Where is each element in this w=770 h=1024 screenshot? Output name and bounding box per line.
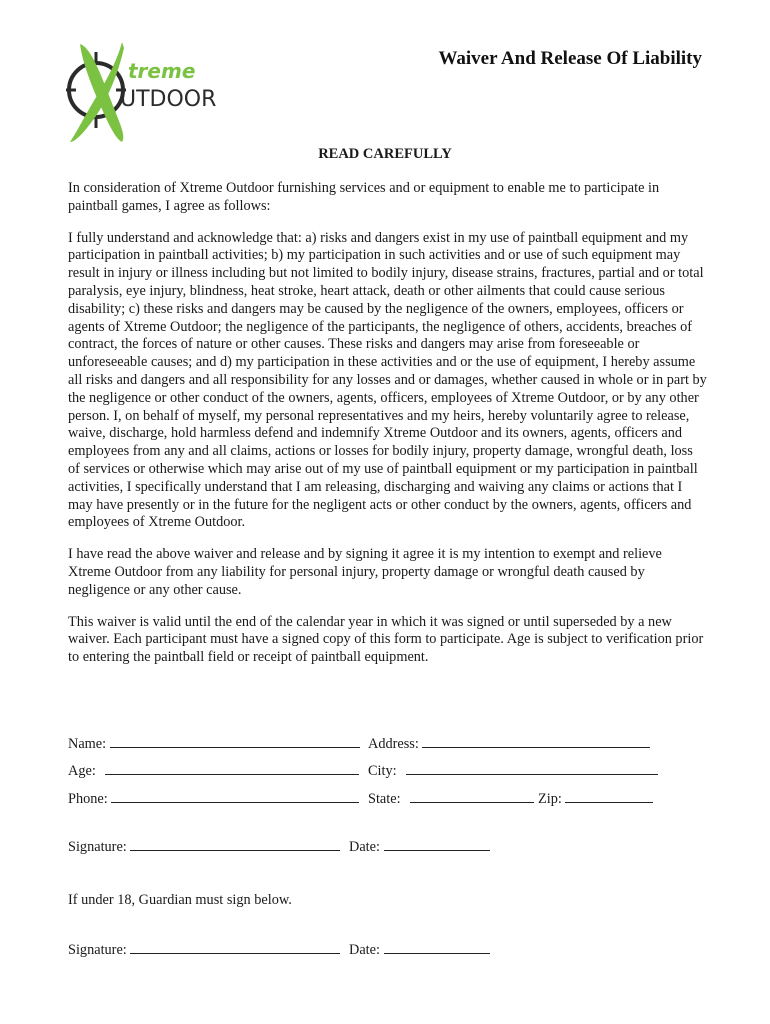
name-input-line[interactable] <box>110 733 360 748</box>
date-field <box>349 836 490 856</box>
state-input-line[interactable] <box>410 788 534 803</box>
zip-input-line[interactable] <box>565 788 653 803</box>
phone-label: Phone: <box>68 791 108 807</box>
name-field <box>68 733 360 753</box>
name-label: Name: <box>68 736 107 752</box>
exemption-paragraph: I have read the above waiver and release and by signing it agree it is my intention to exempt and relieve Xtreme Outdoor from any liability for personal injury, property damage or wrongful death caused by negligence or any other cause. <box>68 546 662 598</box>
age-city-row <box>68 760 658 780</box>
address-input-line[interactable] <box>422 733 650 748</box>
validity-paragraph: This waiver is valid until the end of the calendar year in which it was signed or until superseded by a new waiver. Each participant must have a signed copy of this form to participate. Age is subject to verification prior to entering the paintball field or receipt of paintball equipment. <box>68 613 704 666</box>
age-input-line[interactable] <box>105 760 359 775</box>
guardian-date-field <box>349 939 490 959</box>
state-label: State: <box>368 791 401 807</box>
phone-field <box>68 788 359 808</box>
logo-word-bottom: UTDOOR <box>120 87 217 112</box>
phone-input-line[interactable] <box>111 788 359 803</box>
date-input-line[interactable] <box>384 836 490 851</box>
document-title: Waiver And Release Of Liability <box>438 48 702 69</box>
city-label: City: <box>368 763 397 779</box>
waiver-body <box>68 180 708 681</box>
guardian-note: If under 18, Guardian must sign below. <box>68 892 292 908</box>
signature-row <box>68 836 658 856</box>
signature-label: Signature: <box>68 839 127 855</box>
state-field <box>368 788 534 808</box>
read-carefully-heading: READ CAREFULLY <box>318 146 452 162</box>
guardian-signature-field <box>68 939 340 959</box>
intro-paragraph: In consideration of Xtreme Outdoor furnishing services and or equipment to enable me to participate in paintball games, I agree as follows: <box>68 180 660 214</box>
acknowledgement-paragraph: I fully understand and acknowledge that: a) risks and dangers exist in my use of paintball equipment and my participation in paintball activities; b) my participation in such activities and or use of such equipment may result in injury or illness including but not limited to bodily injury, disease strains, fractures, partial and or total paralysis, eye injury, blindness, heat stroke, heart attack, death or other ailments that could cause serious disability; c) these risks and dangers may be caused by the negligence of the owners, employees, officers or agents of Xtreme Outdoor; the negligence of the participants, the negligence of others, accidents, breaches of contract, the forces of nature or other causes. These risks and dangers may arise from foreseeable or unforeseeable causes; and d) my participation in these activities and or the use of equipment, I hereby assume all risks and dangers and all responsibility for any losses and or damages, whether caused in whole or in part by the negligence or other conduct of the owners, agents, officers, employees of Xtreme Outdoor, or by any other person. I, on behalf of myself, my personal representatives and my heirs, hereby voluntarily agree to release, waive, discharge, hold harmless defend and indemnify Xtreme Outdoor and its owners, agents, officers and employees from any and all claims, actions or losses for bodily injury, property damage, wrongful death, loss of services or otherwise which may arise out of my use of paintball equipment or my participation in paintball activities, I specifically understand that I am releasing, discharging and waiving any claims or actions that I may have presently or in the future for the negligent acts or other conduct by the owners, agents, officers and employees of Xtreme Outdoor. <box>68 229 707 531</box>
guardian-date-label: Date: <box>349 942 380 958</box>
guardian-date-input-line[interactable] <box>384 939 490 954</box>
signature-input-line[interactable] <box>130 836 340 851</box>
address-field <box>368 733 650 753</box>
date-label: Date: <box>349 839 380 855</box>
logo-word-top: treme <box>128 59 196 83</box>
age-field <box>68 760 359 780</box>
city-input-line[interactable] <box>406 760 658 775</box>
name-address-row <box>68 733 658 753</box>
guardian-signature-input-line[interactable] <box>130 939 340 954</box>
zip-label: Zip: <box>538 791 562 807</box>
zip-field <box>538 788 653 808</box>
guardian-signature-label: Signature: <box>68 942 127 958</box>
age-label: Age: <box>68 763 96 779</box>
city-field <box>368 760 658 780</box>
phone-state-zip-row <box>68 788 658 808</box>
address-label: Address: <box>368 736 419 752</box>
guardian-signature-row <box>68 939 658 959</box>
xtreme-outdoor-logo <box>62 38 252 146</box>
signature-field <box>68 836 340 856</box>
